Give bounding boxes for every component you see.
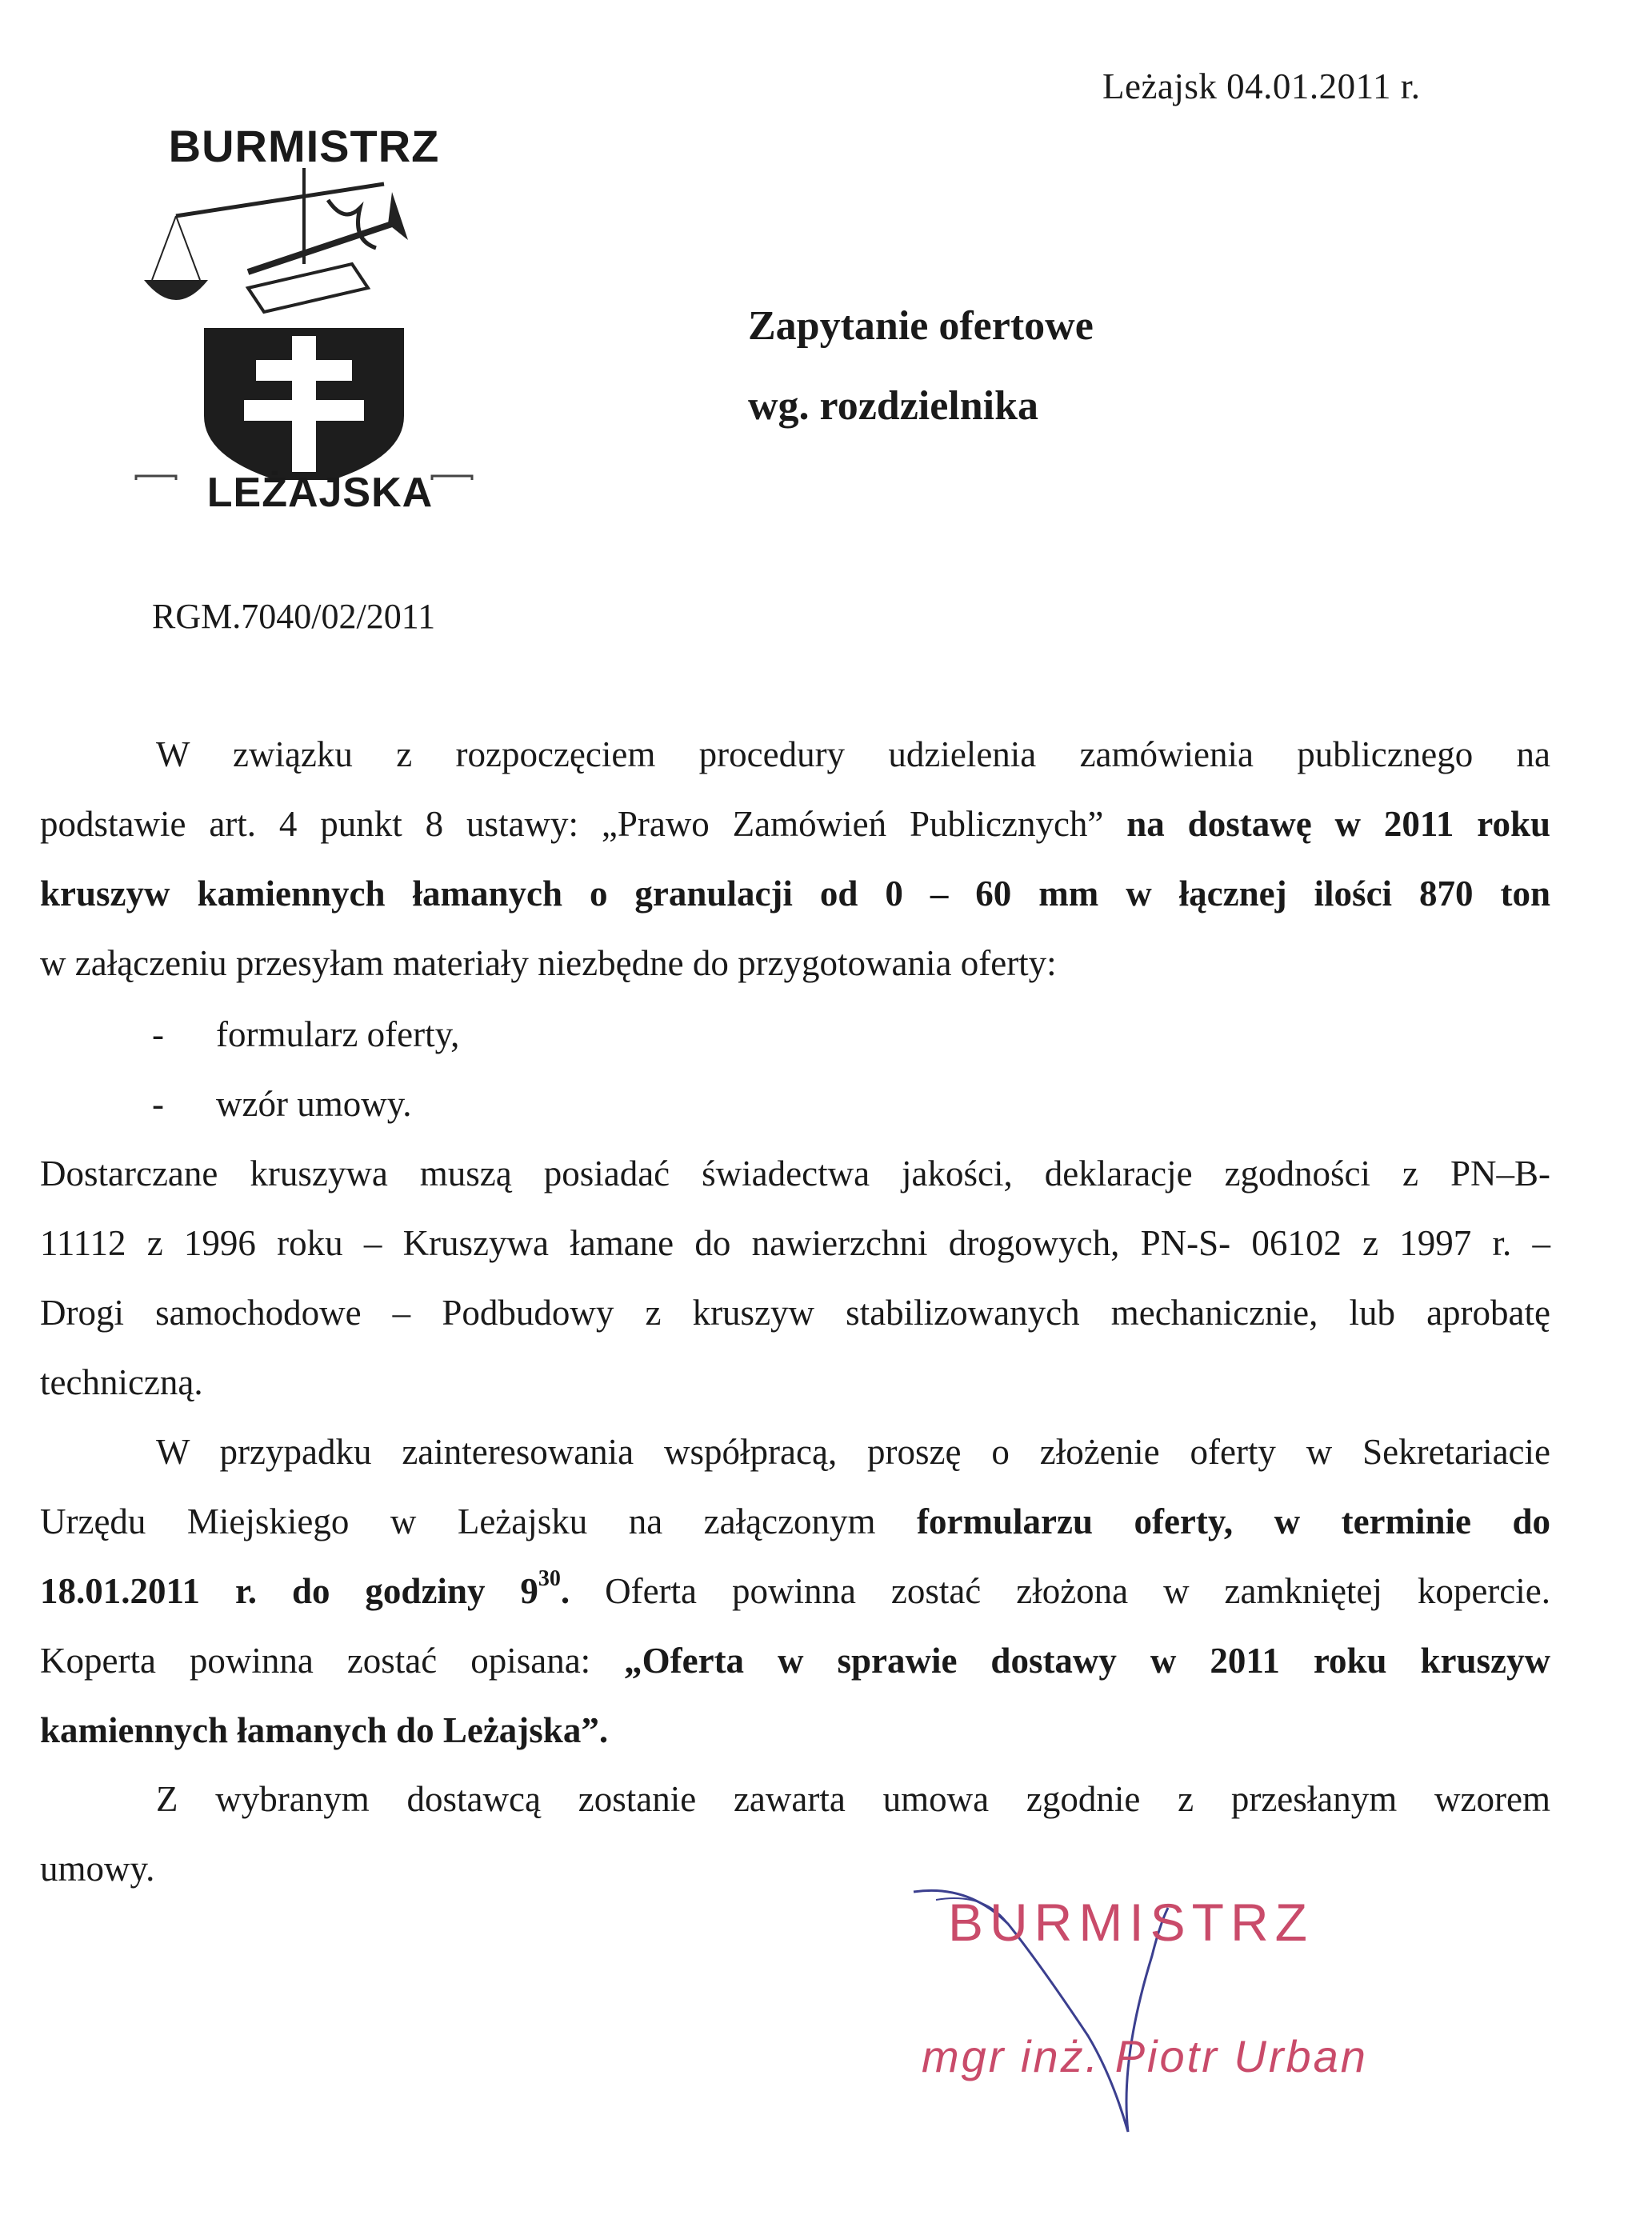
list-item <box>152 1000 459 1070</box>
paragraph-line: Z wybranym dostawcą zostanie zawarta umowa zgodnie z przesłanym wzorem <box>156 1779 1550 1819</box>
attachment-list <box>152 1000 459 1139</box>
paragraph-line: W związku z rozpoczęciem procedury udzielenia zamówienia publicznego na <box>156 734 1550 774</box>
list-item <box>152 1070 459 1139</box>
paragraph-line <box>40 1557 1550 1626</box>
text-span: podstawie art. 4 punkt 8 ustawy: „Prawo Zamówień Publicznych” <box>40 804 1104 844</box>
deadline-date: 18.01.2011 r. do godziny 9 <box>40 1571 538 1611</box>
text-span: Koperta powinna zostać opisana: <box>40 1641 591 1681</box>
deadline-minutes: 30 <box>538 1566 561 1591</box>
paragraph-requirements <box>40 1139 1550 1417</box>
paragraph-line <box>40 1487 1550 1557</box>
stamp-title: BURMISTRZ <box>948 1893 1314 1952</box>
logo-top-text: BURMISTRZ <box>168 121 440 171</box>
bold-text: „Oferta w sprawie dostawy w 2011 roku kruszyw <box>624 1641 1550 1681</box>
period: . <box>560 1571 570 1611</box>
paragraph-submission <box>40 1417 1550 1765</box>
document-title: Zapytanie ofertowe <box>748 303 1094 349</box>
bold-text: formularzu oferty, w terminie do <box>917 1501 1551 1541</box>
paragraph-line: 11112 z 1996 roku – Kruszywa łamane do nawierzchni drogowych, PN-S- 06102 z 1997 r. – <box>40 1223 1550 1263</box>
dash-bullet: - <box>152 1014 164 1054</box>
list-item-text: formularz oferty, <box>216 1014 460 1054</box>
dash-bullet: - <box>152 1084 164 1124</box>
paragraph-line: techniczną. <box>40 1362 203 1402</box>
bold-text: na dostawę w 2011 roku <box>1126 804 1550 844</box>
stamp-signatory-name: mgr inż. Piotr Urban <box>922 2031 1368 2081</box>
document-subtitle: wg. rozdzielnika <box>748 383 1039 429</box>
paragraph-line: w załączeniu przesyłam materiały niezbędne do przygotowania oferty: <box>40 943 1057 983</box>
reference-number: RGM.7040/02/2011 <box>152 597 436 636</box>
logo-bottom-text: LEŻAJSKA <box>206 470 434 516</box>
paragraph-line: umowy. <box>40 1849 155 1889</box>
deadline-text <box>40 1566 570 1611</box>
paragraph-line <box>40 790 1550 859</box>
paragraph-line: kruszyw kamiennych łamanych o granulacji od 0 – 60 mm w łącznej ilości 870 ton <box>40 874 1550 914</box>
place-date: Leżajsk 04.01.2011 r. <box>1102 66 1421 106</box>
text-span: Urzędu Miejskiego w Leżajsku na załączonym <box>40 1501 876 1541</box>
paragraph-contract <box>40 1765 1550 1904</box>
coat-of-arms-icon <box>128 168 480 480</box>
paragraph-line <box>40 1626 1550 1696</box>
paragraph-line: kamiennych łamanych do Leżajska”. <box>40 1710 609 1750</box>
paragraph-intro <box>40 720 1550 998</box>
text-span: Oferta powinna zostać złożona w zamkniętej kopercie. <box>605 1571 1550 1611</box>
paragraph-line: Drogi samochodowe – Podbudowy z kruszyw stabilizowanych mechanicznie, lub aprobatę <box>40 1293 1550 1333</box>
paragraph-line: W przypadku zainteresowania współpracą, proszę o złożenie oferty w Sekretariacie <box>156 1432 1550 1472</box>
paragraph-line: Dostarczane kruszywa muszą posiadać świadectwa jakości, deklaracje zgodności z PN–B- <box>40 1153 1550 1193</box>
coat-of-arms-logo <box>128 120 480 536</box>
list-item-text: wzór umowy. <box>216 1084 412 1124</box>
